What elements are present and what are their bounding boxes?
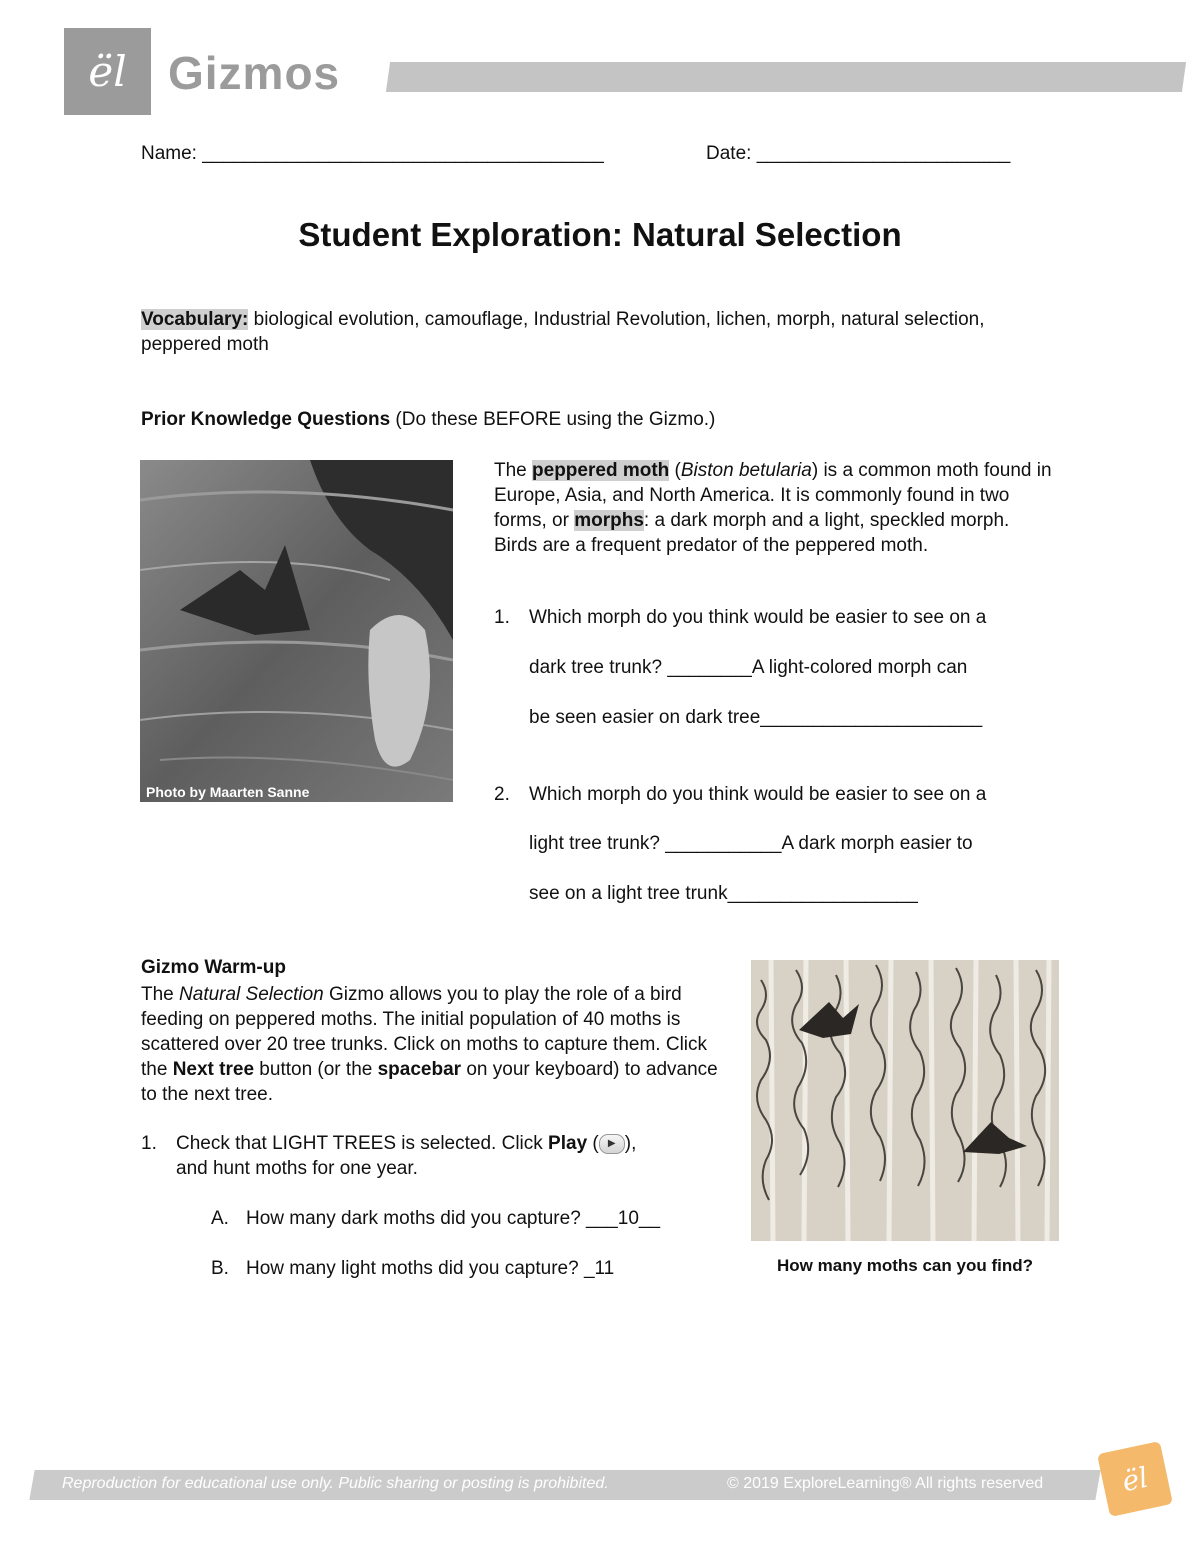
- term-morphs: morphs: [574, 510, 644, 531]
- q1-number: 1.: [494, 607, 510, 628]
- prior-knowledge-heading: [141, 409, 715, 431]
- q1-answer-line[interactable]: be seen easier on dark tree_____________________: [529, 707, 983, 728]
- intro-text: The: [494, 460, 533, 481]
- gizmo-name: Natural Selection: [179, 984, 324, 1005]
- header-bar: [386, 62, 1186, 92]
- q2-line: Which morph do you think would be easier to see on a: [529, 784, 987, 805]
- photo-credit: Photo by Maarten Sanne: [146, 784, 310, 800]
- step1-line: [176, 1133, 636, 1155]
- image-caption: How many moths can you find?: [777, 1256, 1033, 1275]
- warmup-text: button (or the: [254, 1059, 378, 1080]
- intro-text: : a dark morph and a light, speckled morph. Birds are a frequent predator of the peppered moth.: [494, 510, 1010, 556]
- prior-knowledge-title: Prior Knowledge Questions: [141, 409, 391, 430]
- q2-answer-line[interactable]: light tree trunk? ___________A dark morph easier to: [529, 833, 973, 854]
- warmup-text: Gizmo allows you to play the role of a bird feeding on peppered moths. The initial population of 40 moths is scattered over 20 tree trunks. Click on moths to capture them. Click the: [141, 984, 708, 1080]
- gizmos-logo: [64, 28, 151, 115]
- name-field[interactable]: Name: ______________________________________: [141, 143, 604, 164]
- gizmo-screenshot: [751, 960, 1059, 1241]
- peppered-moth-intro: [494, 458, 1054, 558]
- prior-knowledge-note: (Do these BEFORE using the Gizmo.): [390, 409, 716, 430]
- qb-answer-line[interactable]: How many light moths did you capture? _11: [246, 1258, 615, 1279]
- step1-number: 1.: [141, 1133, 157, 1154]
- warmup-paragraph: [141, 982, 731, 1107]
- term-peppered-moth: peppered moth: [532, 460, 670, 481]
- qa-answer-line[interactable]: How many dark moths did you capture? ___10__: [246, 1208, 661, 1229]
- warmup-text: The: [141, 984, 180, 1005]
- footer-copyright: © 2019 ExploreLearning® All rights reserved: [727, 1475, 1044, 1492]
- logo-mark: ël: [88, 47, 127, 96]
- footer-notice: Reproduction for educational use only. Public sharing or posting is prohibited.: [62, 1475, 609, 1492]
- brand-name: Gizmos: [168, 47, 341, 99]
- qa-label: A.: [211, 1208, 229, 1229]
- qb-label: B.: [211, 1258, 229, 1279]
- vocabulary-label: Vocabulary:: [141, 309, 249, 330]
- intro-text: ) is a common moth found in Europe, Asia, and North America. It is commonly found in two forms, or: [494, 460, 1052, 531]
- q1-answer-line[interactable]: dark tree trunk? ________A light-colored morph can: [529, 657, 968, 678]
- scientific-name: Biston betularia: [680, 460, 812, 481]
- spacebar-term: spacebar: [377, 1059, 462, 1080]
- date-field[interactable]: Date: ________________________: [706, 143, 1011, 164]
- step1-text: ),: [624, 1133, 637, 1154]
- vocabulary-section: [141, 307, 1021, 357]
- step1-text: Check that LIGHT TREES is selected. Click: [176, 1133, 549, 1154]
- bark-with-moths-image: [140, 460, 453, 802]
- moth-photo: [140, 460, 453, 802]
- step1-line2: and hunt moths for one year.: [176, 1158, 418, 1179]
- q2-number: 2.: [494, 784, 510, 805]
- q2-answer-line[interactable]: see on a light tree trunk__________________: [529, 883, 918, 904]
- vocabulary-text: biological evolution, camouflage, Industrial Revolution, lichen, morph, natural selection, peppered moth: [141, 309, 985, 355]
- tree-trunk-moths-image: [751, 960, 1059, 1241]
- footer-logo-mark: ël: [1119, 1460, 1151, 1498]
- play-term: Play: [548, 1133, 588, 1154]
- warmup-text: on your keyboard) to advance to the next tree.: [141, 1059, 718, 1105]
- q1-line: Which morph do you think would be easier to see on a: [529, 607, 987, 628]
- explorelearning-logo: [1097, 1441, 1173, 1517]
- page-title: Student Exploration: Natural Selection: [298, 216, 902, 253]
- intro-text: (: [669, 460, 681, 481]
- warmup-heading: Gizmo Warm-up: [141, 957, 286, 978]
- play-icon: ▶: [599, 1134, 625, 1154]
- step1-text: (: [587, 1133, 599, 1154]
- next-tree-term: Next tree: [172, 1059, 255, 1080]
